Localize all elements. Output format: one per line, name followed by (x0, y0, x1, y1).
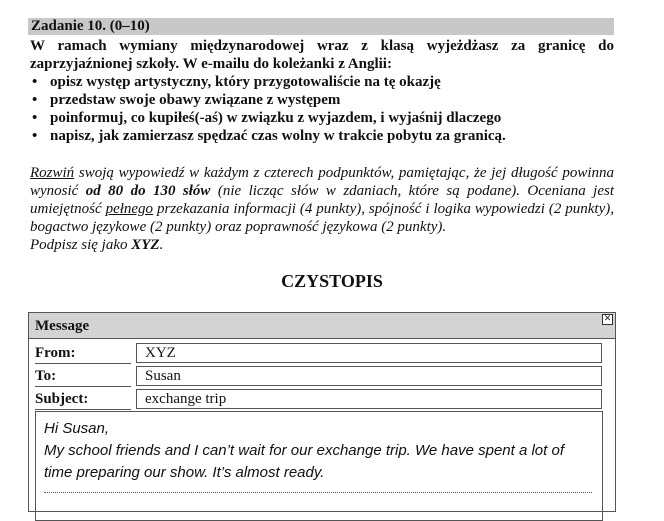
sign-line (30, 236, 614, 254)
greeting-line: Hi Susan, (44, 420, 110, 437)
to-field[interactable]: Susan (136, 366, 602, 386)
bullet-item: • opisz występ artystyczny, który przygotowaliście na tę okazję (30, 73, 614, 91)
pelnego-word: pełnego (105, 201, 154, 217)
close-icon[interactable]: ✕ (603, 314, 612, 324)
instructions-part3: przekazania informacji (4 punkty), spójność i logika wypowiedzi (2 punkty), bogactwo językowe (2 punkty) oraz poprawność językowa (2 punkty). (30, 201, 614, 235)
instructions-part1: swoją wypowiedź w każdym z czterech podpunktów, pamiętając, że jej długość powinna wynosić (30, 165, 614, 199)
instructions-part2: (nie licząc słów w zdaniach, które są podane). Oceniana jest umiejętność (30, 183, 614, 217)
instructions-paragraph (30, 164, 614, 236)
message-title: Message (35, 318, 90, 334)
from-row (29, 342, 615, 364)
word-limit: od 80 do 130 słów (85, 183, 211, 199)
bullet-item: • poinformuj, co kupiłeś(-aś) w związku z wyjazdem, i wyjaśnij dlaczego (30, 109, 614, 127)
rozwin-word: Rozwiń (30, 165, 75, 181)
message-body[interactable] (35, 411, 603, 521)
bullet-item: • przedstaw swoje obawy związane z występem (30, 91, 614, 109)
sign-name: XYZ (131, 237, 160, 253)
from-field[interactable]: XYZ (136, 343, 602, 363)
message-title-bar (29, 313, 615, 339)
body-text: My school friends and I can’t wait for our exchange trip. We have spent a lot of time preparing our show. It’s almost ready. (44, 442, 564, 481)
sign-prefix: Podpisz się jako (30, 237, 132, 253)
task-instructions (30, 164, 614, 254)
task-header: Zadanie 10. (0–10) (28, 18, 614, 35)
writing-line (44, 492, 592, 493)
task-intro (30, 37, 614, 145)
message-window (28, 312, 616, 512)
subject-label: Subject: (35, 388, 131, 410)
from-label: From: (35, 342, 131, 364)
to-row (29, 365, 615, 387)
fair-copy-title: CZYSTOPIS (281, 271, 383, 291)
sign-suffix: . (159, 237, 164, 253)
intro-text: W ramach wymiany międzynarodowej wraz z klasą wyjeżdżasz za granicę do zaprzyjaźnionej szkoły. W e-mailu do koleżanki z Anglii: (30, 38, 614, 72)
subject-field[interactable]: exchange trip (136, 389, 602, 409)
bullet-item: • napisz, jak zamierzasz spędzać czas wolny w trakcie pobytu za granicą. (30, 127, 614, 145)
to-label: To: (35, 365, 131, 387)
task-bullet-list (30, 73, 614, 145)
subject-row (29, 388, 615, 410)
